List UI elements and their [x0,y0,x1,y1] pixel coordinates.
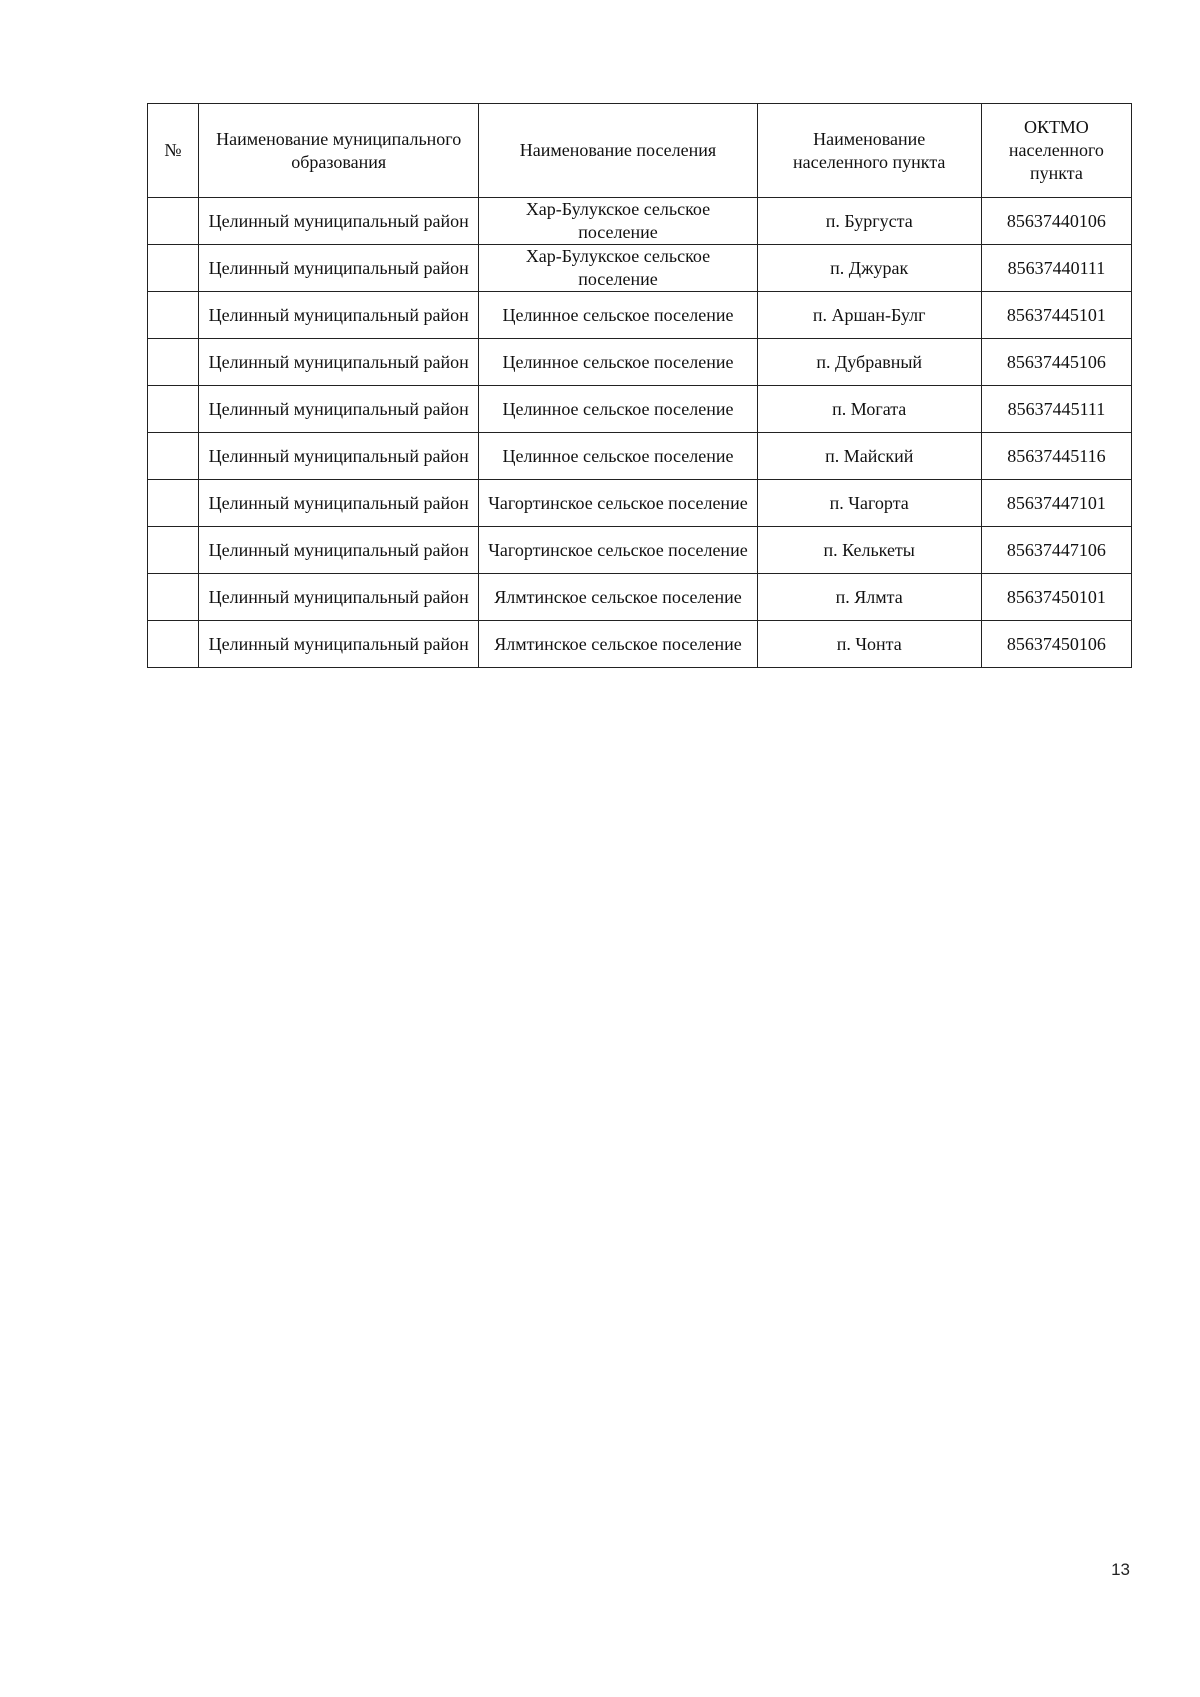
cell-settlement: Ялмтинское сельское поселение [479,574,757,621]
cell-settlement: Хар-Булукское сельское поселение [479,245,757,292]
cell-locality: п. Джурак [757,245,981,292]
header-oktmo: ОКТМО населенного пункта [981,104,1131,198]
table-row [148,527,1132,574]
settlements-table [147,103,1132,668]
table-row [148,339,1132,386]
cell-settlement: Чагортинское сельское поселение [479,527,757,574]
table-row [148,480,1132,527]
cell-locality: п. Чонта [757,621,981,668]
cell-num [148,480,199,527]
cell-num [148,198,199,245]
cell-locality: п. Аршан-Булг [757,292,981,339]
cell-locality: п. Майский [757,433,981,480]
cell-oktmo: 85637445116 [981,433,1131,480]
cell-num [148,433,199,480]
header-locality: Наименование населенного пункта [757,104,981,198]
cell-settlement: Ялмтинское сельское поселение [479,621,757,668]
header-row [148,104,1132,198]
table-row [148,245,1132,292]
table-header [148,104,1132,198]
cell-num [148,574,199,621]
cell-oktmo: 85637445111 [981,386,1131,433]
cell-municipal-formation: Целинный муниципальный район [199,527,479,574]
header-settlement: Наименование поселения [479,104,757,198]
cell-settlement: Целинное сельское поселение [479,292,757,339]
table-row [148,292,1132,339]
cell-municipal-formation: Целинный муниципальный район [199,480,479,527]
cell-oktmo: 85637440111 [981,245,1131,292]
cell-locality: п. Дубравный [757,339,981,386]
cell-oktmo: 85637450106 [981,621,1131,668]
table-row [148,198,1132,245]
cell-oktmo: 85637445101 [981,292,1131,339]
table-body [148,198,1132,668]
cell-num [148,245,199,292]
table-row [148,433,1132,480]
cell-oktmo: 85637440106 [981,198,1131,245]
cell-locality: п. Бургуста [757,198,981,245]
cell-num [148,386,199,433]
cell-municipal-formation: Целинный муниципальный район [199,245,479,292]
table-row [148,386,1132,433]
cell-settlement: Целинное сельское поселение [479,386,757,433]
cell-num [148,621,199,668]
cell-locality: п. Чагорта [757,480,981,527]
header-municipal-formation: Наименование муниципального образования [199,104,479,198]
cell-locality: п. Келькеты [757,527,981,574]
cell-municipal-formation: Целинный муниципальный район [199,292,479,339]
cell-oktmo: 85637445106 [981,339,1131,386]
cell-municipal-formation: Целинный муниципальный район [199,574,479,621]
cell-municipal-formation: Целинный муниципальный район [199,621,479,668]
cell-settlement: Хар-Булукское сельское поселение [479,198,757,245]
cell-municipal-formation: Целинный муниципальный район [199,339,479,386]
cell-municipal-formation: Целинный муниципальный район [199,433,479,480]
cell-settlement: Целинное сельское поселение [479,433,757,480]
cell-settlement: Целинное сельское поселение [479,339,757,386]
cell-oktmo: 85637447101 [981,480,1131,527]
cell-oktmo: 85637450101 [981,574,1131,621]
cell-num [148,292,199,339]
cell-locality: п. Ялмта [757,574,981,621]
cell-municipal-formation: Целинный муниципальный район [199,198,479,245]
page-number: 13 [1111,1560,1130,1579]
cell-municipal-formation: Целинный муниципальный район [199,386,479,433]
cell-num [148,527,199,574]
header-num: № [148,104,199,198]
cell-oktmo: 85637447106 [981,527,1131,574]
cell-settlement: Чагортинское сельское поселение [479,480,757,527]
cell-locality: п. Могата [757,386,981,433]
cell-num [148,339,199,386]
table-row [148,621,1132,668]
table-row [148,574,1132,621]
